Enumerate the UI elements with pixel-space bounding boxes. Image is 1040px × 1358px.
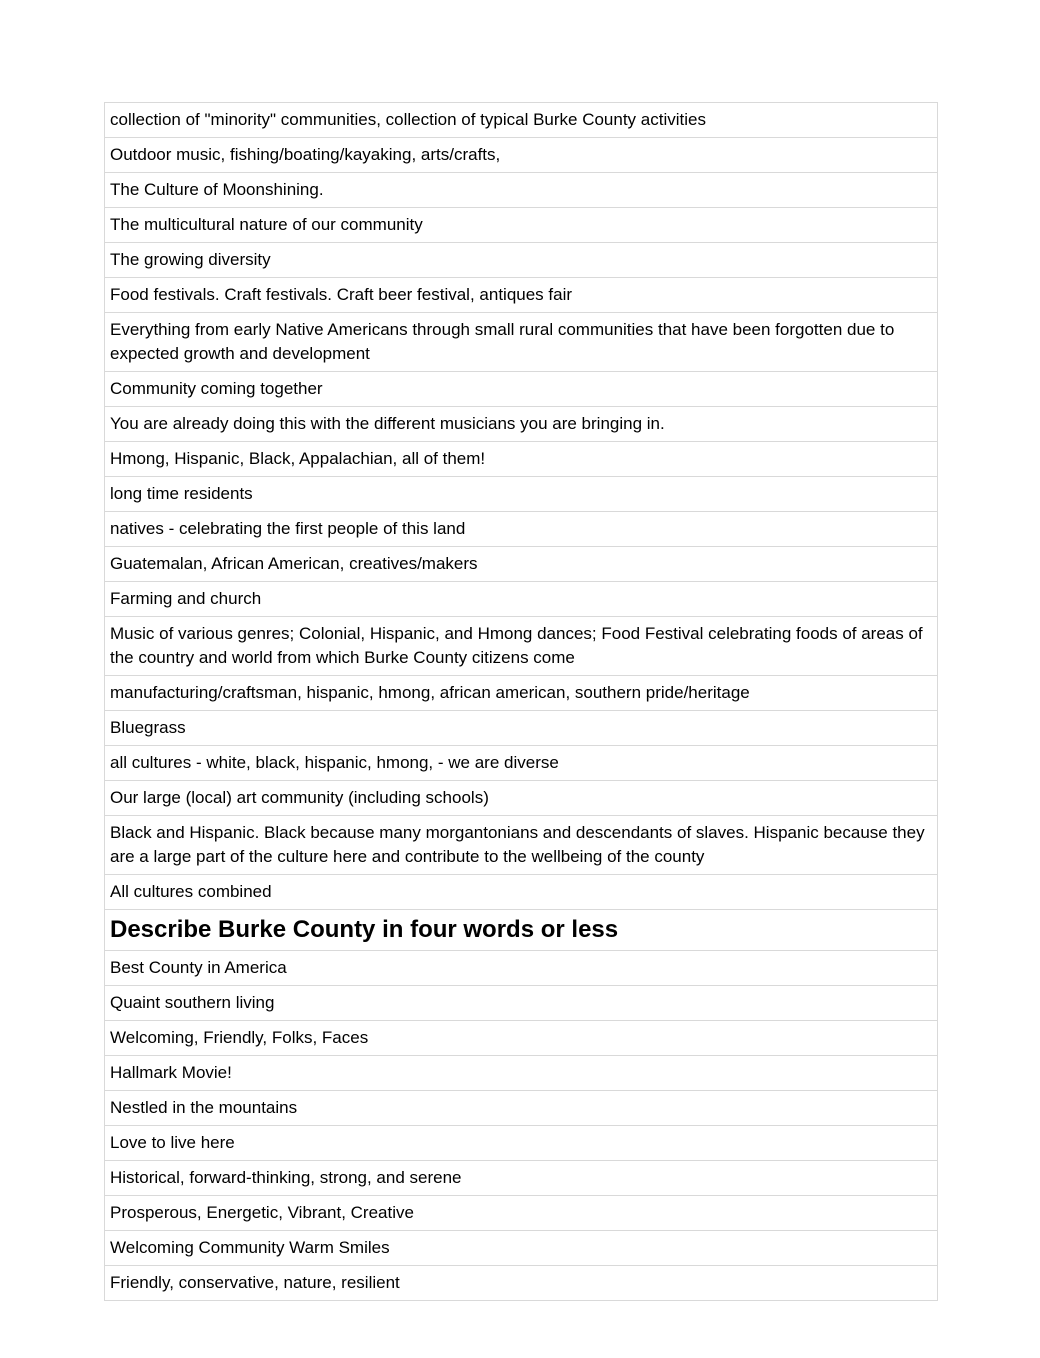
table-cell: Black and Hispanic. Black because many morgantonians and descendants of slaves. Hispanic because they are a large part of the culture here and contribute to the wellbeing of the county: [105, 816, 938, 875]
table-row: [105, 582, 938, 617]
table-row: [105, 951, 938, 986]
table-row: [105, 208, 938, 243]
table-cell: Love to live here: [105, 1126, 938, 1161]
table-row: [105, 1021, 938, 1056]
table-row: [105, 1056, 938, 1091]
response-table: [104, 102, 938, 1301]
table-row: [105, 512, 938, 547]
table-row: [105, 816, 938, 875]
table-cell: Our large (local) art community (including schools): [105, 781, 938, 816]
table-row: [105, 1161, 938, 1196]
section-heading-row: [105, 910, 938, 951]
table-row: [105, 407, 938, 442]
table-cell: The multicultural nature of our community: [105, 208, 938, 243]
table-row: [105, 372, 938, 407]
table-cell: Hallmark Movie!: [105, 1056, 938, 1091]
table-cell: Community coming together: [105, 372, 938, 407]
table-row: [105, 617, 938, 676]
table-cell: Food festivals. Craft festivals. Craft beer festival, antiques fair: [105, 278, 938, 313]
table-row: [105, 986, 938, 1021]
table-row: [105, 1126, 938, 1161]
table-cell: All cultures combined: [105, 875, 938, 910]
table-cell: Friendly, conservative, nature, resilient: [105, 1266, 938, 1301]
table-cell: natives - celebrating the first people of this land: [105, 512, 938, 547]
table-cell: manufacturing/craftsman, hispanic, hmong, african american, southern pride/heritage: [105, 676, 938, 711]
table-cell: Hmong, Hispanic, Black, Appalachian, all of them!: [105, 442, 938, 477]
table-row: [105, 1091, 938, 1126]
table-row: [105, 313, 938, 372]
response-table-body: [105, 103, 938, 1301]
table-cell: Quaint southern living: [105, 986, 938, 1021]
table-cell: You are already doing this with the different musicians you are bringing in.: [105, 407, 938, 442]
table-row: [105, 875, 938, 910]
table-cell: Bluegrass: [105, 711, 938, 746]
table-cell: all cultures - white, black, hispanic, hmong, - we are diverse: [105, 746, 938, 781]
table-cell: Music of various genres; Colonial, Hispanic, and Hmong dances; Food Festival celebrating foods of areas of the country and world from which Burke County citizens come: [105, 617, 938, 676]
table-cell: Nestled in the mountains: [105, 1091, 938, 1126]
table-cell: The Culture of Moonshining.: [105, 173, 938, 208]
table-row: [105, 442, 938, 477]
table-row: [105, 1266, 938, 1301]
table-cell: Outdoor music, fishing/boating/kayaking, arts/crafts,: [105, 138, 938, 173]
table-row: [105, 138, 938, 173]
table-row: [105, 676, 938, 711]
table-cell: Everything from early Native Americans through small rural communities that have been forgotten due to expected growth and development: [105, 313, 938, 372]
table-cell: Welcoming, Friendly, Folks, Faces: [105, 1021, 938, 1056]
table-cell: Historical, forward-thinking, strong, and serene: [105, 1161, 938, 1196]
table-row: [105, 103, 938, 138]
table-cell: Prosperous, Energetic, Vibrant, Creative: [105, 1196, 938, 1231]
table-row: [105, 1231, 938, 1266]
table-row: [105, 547, 938, 582]
table-row: [105, 477, 938, 512]
table-cell: collection of "minority" communities, collection of typical Burke County activities: [105, 103, 938, 138]
section-heading: Describe Burke County in four words or less: [105, 910, 938, 951]
table-row: [105, 243, 938, 278]
table-row: [105, 781, 938, 816]
table-cell: Best County in America: [105, 951, 938, 986]
table-row: [105, 173, 938, 208]
table-cell: The growing diversity: [105, 243, 938, 278]
table-cell: Guatemalan, African American, creatives/makers: [105, 547, 938, 582]
table-row: [105, 1196, 938, 1231]
table-cell: Welcoming Community Warm Smiles: [105, 1231, 938, 1266]
table-cell: long time residents: [105, 477, 938, 512]
table-row: [105, 746, 938, 781]
table-cell: Farming and church: [105, 582, 938, 617]
table-row: [105, 711, 938, 746]
table-row: [105, 278, 938, 313]
